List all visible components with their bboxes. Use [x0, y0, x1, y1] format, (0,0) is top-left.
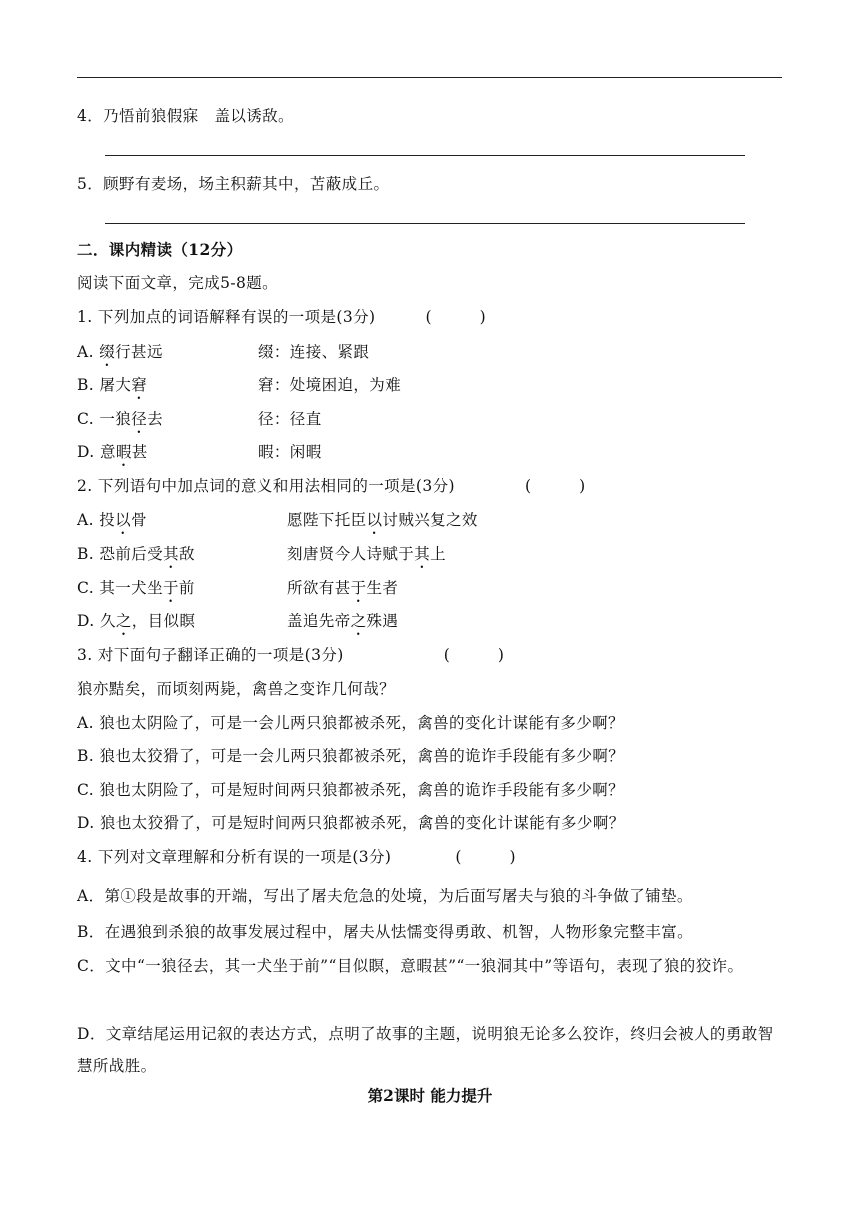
q1-option-b: B. 屠大窘: [77, 376, 148, 394]
q2-option-a-compare: 愿陛下托臣以讨贼兴复之效: [287, 511, 478, 529]
q1-option-c-gloss: 径：径直: [258, 410, 322, 428]
q4-option-d: D．文章结尾运用记叙的表达方式，点明了故事的主题，说明狼无论多么狡诈，终归会被人的勇敢智慧所战胜。: [77, 1025, 774, 1075]
q1-option-d-gloss: 暇：闲暇: [258, 443, 322, 461]
q3-option-a: A. 狼也太阴险了，可是一会儿两只狼都被杀死，禽兽的变化计谋能有多少啊？: [77, 714, 624, 732]
q2-option-d-compare: 盖追先帝之殊遇: [287, 612, 399, 630]
q1-option-b-gloss: 窘：处境困迫，为难: [258, 376, 402, 394]
q5-sentence: 5．顾野有麦场，场主积薪其中，苫蔽成丘。: [77, 175, 390, 193]
q1-option-a-gloss: 缀：连接、紧跟: [258, 343, 370, 361]
q4-option-b: B．在遇狼到杀狼的故事发展过程中，屠夫从怯懦变得勇敢、机智，人物形象完整丰富。: [77, 923, 693, 941]
q2-stem: 2. 下列语句中加点词的意义和用法相同的一项是(3分) ( ): [77, 477, 586, 495]
section-title: 二．课内精读（12分）: [77, 240, 243, 259]
q3-option-c: C. 狼也太阴险了，可是短时间两只狼都被杀死，禽兽的诡诈手段能有多少啊？: [77, 781, 625, 799]
q3-stem: 3. 对下面句子翻译正确的一项是(3分) ( ): [77, 646, 505, 664]
q2-option-d: D. 久之，目似瞑: [77, 612, 196, 630]
q2-option-b: B. 恐前后受其敌: [77, 545, 195, 563]
answer-bracket: ( ): [425, 308, 487, 326]
q2-option-c-compare: 所欲有甚于生者: [287, 579, 399, 597]
q2-option-b-compare: 刻唐贤今人诗赋于其上: [287, 545, 447, 563]
answer-bracket: ( ): [524, 477, 586, 495]
top-rule: [77, 77, 782, 78]
q1-option-c: C. 一狼径去: [77, 410, 163, 428]
q4-option-c: C．文中“一狼径去，其一犬坐于前”“目似瞑，意暇甚”“一狼洞其中”等语句，表现了狼的狡诈。: [77, 957, 744, 975]
q1-option-d: D. 意暇甚: [77, 443, 148, 461]
q1-stem: 1. 下列加点的词语解释有误的一项是(3分) ( ): [77, 308, 487, 326]
q4-answer-line: [105, 155, 745, 156]
answer-bracket: ( ): [443, 646, 505, 664]
q2-option-c: C. 其一犬坐于前: [77, 579, 195, 597]
q4-stem: 4. 下列对文章理解和分析有误的一项是(3分) ( ): [77, 848, 516, 866]
q4-option-a: A．第①段是故事的开端，写出了屠夫危急的处境，为后面写屠夫与狼的斗争做了铺垫。: [77, 887, 693, 905]
q3-sentence: 狼亦黠矣，而顷刻两毙，禽兽之变诈几何哉？: [77, 680, 396, 698]
q4-sentence: 4．乃悟前狼假寐 盖以诱敌。: [77, 107, 294, 125]
q1-option-a: A. 缀行甚远: [77, 343, 163, 361]
q5-answer-line: [105, 223, 745, 224]
q3-option-d: D. 狼也太狡猾了，可是短时间两只狼都被杀死，禽兽的变化计谋能有多少啊？: [77, 814, 625, 832]
answer-bracket: ( ): [455, 848, 516, 866]
q2-option-a: A. 投以骨: [77, 511, 147, 529]
q3-option-b: B. 狼也太狡猾了，可是一会儿两只狼都被杀死，禽兽的诡诈手段能有多少啊？: [77, 747, 625, 765]
instruction: 阅读下面文章，完成5-8题。: [77, 274, 279, 292]
lesson-title: 第2课时 能力提升: [367, 1086, 493, 1105]
